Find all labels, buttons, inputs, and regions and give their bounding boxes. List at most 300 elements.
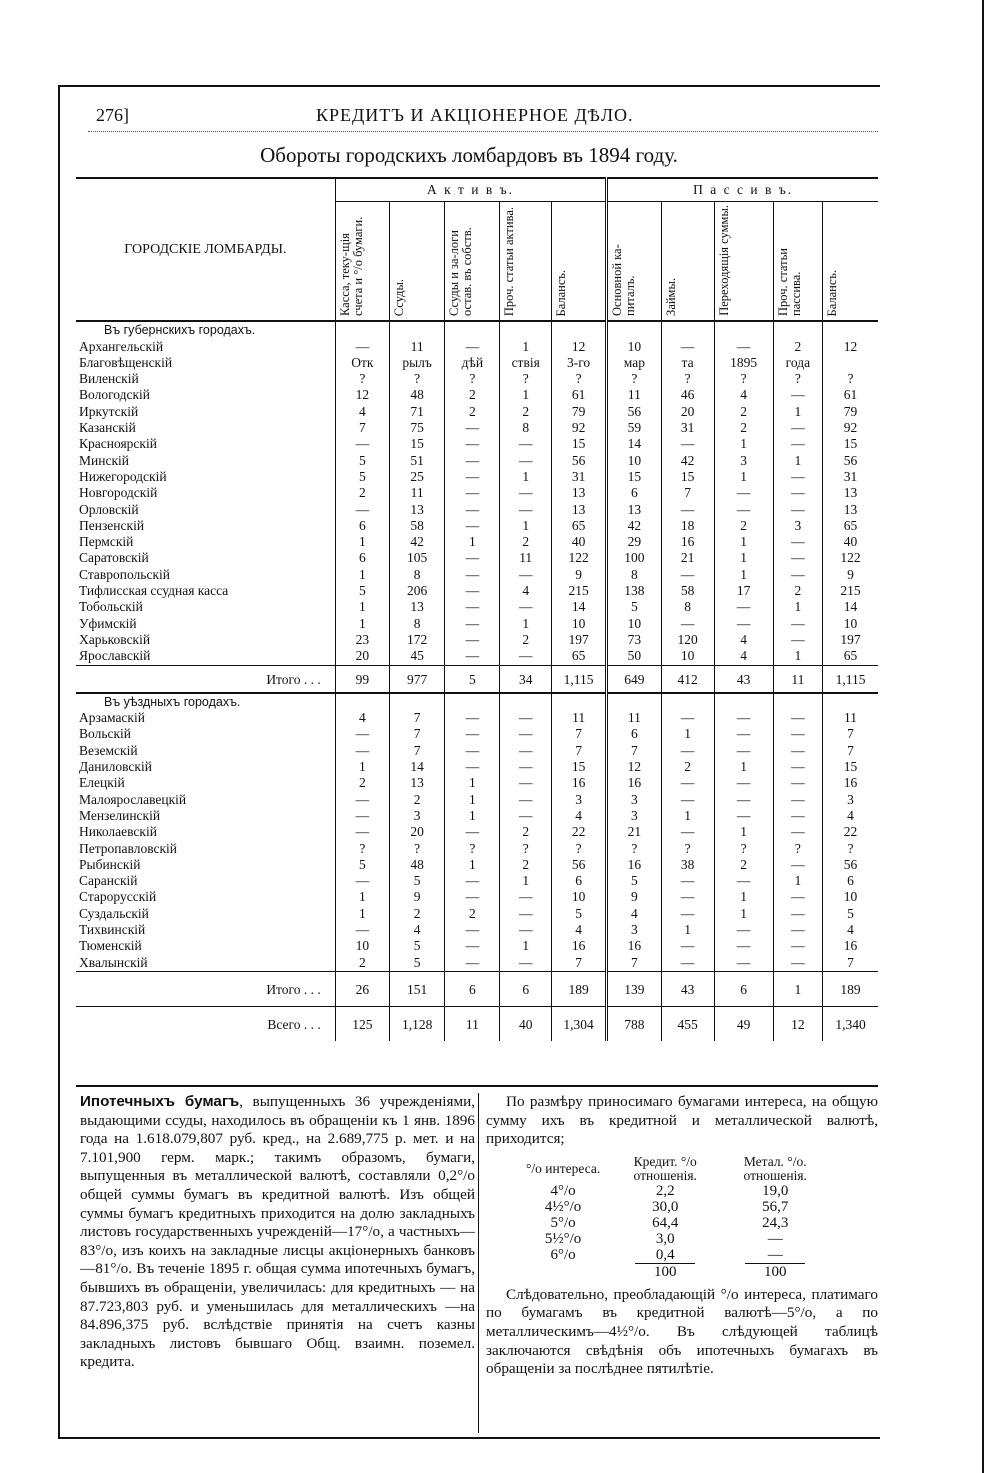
table-row — [76, 583, 878, 599]
column-header-label: Балансъ. — [553, 269, 568, 316]
cell: — — [773, 955, 822, 972]
cell: 1 — [445, 792, 500, 808]
cell: — — [661, 873, 714, 889]
cell: — — [445, 436, 500, 452]
cell: ? — [714, 371, 773, 387]
cell: 2 — [661, 759, 714, 775]
cell — [335, 321, 389, 338]
cell: 7 — [389, 726, 444, 742]
cell: — — [714, 502, 773, 518]
cell: 73 — [607, 632, 661, 648]
column-header — [823, 202, 878, 322]
cell: 2 — [335, 955, 389, 972]
cell: — — [661, 938, 714, 954]
cell: — — [500, 922, 551, 938]
table-row — [76, 775, 878, 791]
page-number: 276] — [96, 105, 129, 125]
cell: 14 — [551, 599, 606, 615]
table-row — [76, 485, 878, 501]
column-header — [551, 202, 606, 322]
rates-cell: 2,2 — [655, 1182, 675, 1199]
cell: — — [500, 710, 551, 726]
cell — [551, 693, 606, 710]
cell: 59 — [607, 420, 661, 436]
cell: 13 — [607, 502, 661, 518]
cell: 20 — [335, 648, 389, 665]
column-header — [500, 202, 551, 322]
cell: 2 — [773, 583, 822, 599]
cell: 38 — [661, 857, 714, 873]
cell: — — [714, 922, 773, 938]
cell: ? — [607, 841, 661, 857]
cell: 197 — [551, 632, 606, 648]
cell: 3 — [551, 792, 606, 808]
cell: 412 — [661, 665, 714, 693]
cell: 65 — [551, 648, 606, 665]
table-row — [76, 518, 878, 534]
total-row — [76, 665, 878, 693]
table-row — [76, 955, 878, 972]
group-passive: П а с с и в ъ. — [607, 178, 878, 202]
lead-term: Ипотечныхъ бумагъ — [80, 1093, 240, 1110]
table-row — [76, 420, 878, 436]
row-name: Саратовскій — [79, 550, 149, 566]
rates-cell: 4°/о — [550, 1182, 576, 1199]
cell: 5 — [335, 583, 389, 599]
cell — [500, 693, 551, 710]
cell: 206 — [389, 583, 444, 599]
group-header-row — [76, 178, 878, 202]
cell: — — [445, 824, 500, 840]
cell: 1 — [335, 759, 389, 775]
cell: 197 — [823, 632, 878, 648]
cell — [445, 693, 500, 710]
cell: 14 — [607, 436, 661, 452]
rates-cell: — — [767, 1246, 783, 1263]
cell: 10 — [551, 889, 606, 905]
rates-cell: 64,4 — [652, 1214, 679, 1231]
row-name: Нижегородскій — [79, 468, 167, 484]
cell: ? — [661, 841, 714, 857]
table-row — [76, 436, 878, 452]
frame-top-rule — [58, 85, 880, 87]
cell: — — [661, 824, 714, 840]
cell — [607, 321, 661, 338]
cell: 7 — [551, 726, 606, 742]
section-title-row — [76, 693, 878, 710]
rates-cell: 30,0 — [652, 1198, 679, 1215]
cell: 8 — [661, 599, 714, 615]
cell: 100 — [607, 550, 661, 566]
cell: — — [335, 743, 389, 759]
cell: — — [661, 775, 714, 791]
row-name: Новгородскій — [79, 485, 158, 501]
cell: 4 — [607, 906, 661, 922]
cell: — — [714, 726, 773, 742]
cell: — — [661, 743, 714, 759]
text-section — [76, 1085, 878, 1433]
row-name: Орловскій — [79, 501, 139, 517]
cell: 1 — [445, 534, 500, 550]
table-row — [76, 824, 878, 840]
column-header-label: Займы. — [663, 278, 678, 316]
cell: 43 — [661, 971, 714, 1006]
table-row — [76, 550, 878, 566]
cell: 10 — [823, 889, 878, 905]
cell: 2 — [389, 792, 444, 808]
cell: 42 — [389, 534, 444, 550]
section-title: Въ губернскихъ городахъ. — [76, 321, 335, 338]
cell: 92 — [551, 420, 606, 436]
cell: — — [773, 922, 822, 938]
rates-row — [516, 1231, 830, 1247]
column-header-label: Касса, теку-щія счета и °/о бумаги. — [337, 216, 365, 316]
cell: 1 — [335, 616, 389, 632]
cell: 6 — [500, 971, 551, 1006]
cell: 6 — [551, 873, 606, 889]
cell: — — [445, 550, 500, 566]
cell: — — [445, 648, 500, 665]
cell: — — [445, 469, 500, 485]
cell: — — [445, 502, 500, 518]
cell: 139 — [607, 971, 661, 1006]
right-intro: По размѣру приносимаго бумагами интереса, на общую сумму ихъ въ кредитной и металлической валютѣ, приходится; — [486, 1093, 878, 1148]
cell: — — [773, 824, 822, 840]
cell: 8 — [500, 420, 551, 436]
cell: — — [714, 792, 773, 808]
cell: 2 — [389, 906, 444, 922]
row-name: Даниловскій — [79, 759, 152, 775]
cell: ? — [389, 841, 444, 857]
row-name: Вольскій — [79, 726, 131, 742]
cell: 3 — [714, 453, 773, 469]
cell: 12 — [773, 1007, 822, 1042]
cell: 3 — [823, 792, 878, 808]
cell: 7 — [607, 955, 661, 972]
frame-left-rule — [58, 85, 60, 1437]
cell: та — [661, 355, 714, 371]
cell: 189 — [551, 971, 606, 1006]
cell: 16 — [823, 775, 878, 791]
cell: 4 — [714, 387, 773, 403]
cell: — — [773, 616, 822, 632]
cell: 1 — [335, 906, 389, 922]
rates-cell: 19,0 — [762, 1182, 789, 1199]
table-row — [76, 616, 878, 632]
row-name: Благовѣщенскій — [79, 354, 173, 370]
table-row — [76, 792, 878, 808]
cell: 2 — [500, 632, 551, 648]
cell: — — [773, 387, 822, 403]
cell: 4 — [714, 632, 773, 648]
cell: — — [335, 922, 389, 938]
cell: 5 — [389, 873, 444, 889]
table-row — [76, 632, 878, 648]
cell: 26 — [335, 971, 389, 1006]
table-row — [76, 743, 878, 759]
cell: 1 — [661, 922, 714, 938]
rates-header: Кредит. °/о отношенія. — [633, 1153, 697, 1183]
cell: — — [500, 906, 551, 922]
cell: 7 — [551, 955, 606, 972]
cell: 1,304 — [551, 1007, 606, 1042]
cell: — — [445, 583, 500, 599]
rates-cell: 24,3 — [762, 1214, 789, 1231]
cell: — — [445, 518, 500, 534]
cell: 16 — [551, 775, 606, 791]
column-header — [445, 202, 500, 322]
cell — [823, 321, 878, 338]
cell: ? — [445, 371, 500, 387]
cell: 1 — [714, 889, 773, 905]
cell: — — [714, 955, 773, 972]
cell: 12 — [335, 387, 389, 403]
cell: 10 — [823, 616, 878, 632]
row-name: Тюменскій — [79, 938, 142, 954]
cell: — — [773, 938, 822, 954]
cell: 15 — [823, 759, 878, 775]
table-row — [76, 857, 878, 873]
cell: 16 — [607, 775, 661, 791]
cell: 4 — [335, 710, 389, 726]
cell: ? — [823, 841, 878, 857]
cell: — — [500, 955, 551, 972]
cell: — — [714, 710, 773, 726]
cell: 7 — [389, 743, 444, 759]
cell: 1 — [773, 873, 822, 889]
table-row — [76, 922, 878, 938]
column-header — [714, 202, 773, 322]
cell: 29 — [607, 534, 661, 550]
cell: 1 — [773, 971, 822, 1006]
cell: 58 — [661, 583, 714, 599]
cell: — — [445, 889, 500, 905]
cell: 1 — [714, 759, 773, 775]
cell: 79 — [823, 404, 878, 420]
row-name: Виленскій — [79, 371, 139, 387]
cell: — — [445, 938, 500, 954]
cell: 6 — [714, 971, 773, 1006]
cell — [551, 321, 606, 338]
cell: — — [661, 889, 714, 905]
cell: — — [500, 485, 551, 501]
cell: 16 — [607, 857, 661, 873]
cell: 2 — [500, 824, 551, 840]
column-header — [661, 202, 714, 322]
cell: — — [335, 824, 389, 840]
cell: — — [445, 710, 500, 726]
cell: — — [445, 955, 500, 972]
row-name: Казанскій — [79, 420, 136, 436]
cell: 9 — [823, 567, 878, 583]
cell: 1 — [714, 906, 773, 922]
cell: 17 — [714, 583, 773, 599]
table-row — [76, 726, 878, 742]
cell: ? — [551, 841, 606, 857]
cell: 31 — [661, 420, 714, 436]
cell: 22 — [551, 824, 606, 840]
cell: 1 — [500, 387, 551, 403]
cell: ? — [551, 371, 606, 387]
rates-cell: 56,7 — [762, 1198, 789, 1215]
cell: 1 — [335, 534, 389, 550]
cell: 1 — [714, 824, 773, 840]
rates-row — [516, 1199, 830, 1215]
cell: 4 — [551, 922, 606, 938]
cell: — — [500, 808, 551, 824]
cell: 1,340 — [823, 1007, 878, 1042]
cell — [773, 693, 822, 710]
cell: 16 — [551, 938, 606, 954]
cell — [823, 355, 878, 371]
cell: 15 — [551, 759, 606, 775]
column-header-label: Ссуды. — [391, 278, 406, 316]
cell: 13 — [389, 599, 444, 615]
cell: 40 — [500, 1007, 551, 1042]
total-row — [76, 971, 878, 1006]
cell: — — [714, 599, 773, 615]
cell: 7 — [823, 955, 878, 972]
cell: 15 — [551, 436, 606, 452]
cell: — — [445, 759, 500, 775]
cell: 42 — [607, 518, 661, 534]
cell: 3 — [607, 922, 661, 938]
cell: 31 — [823, 469, 878, 485]
cell: — — [773, 808, 822, 824]
cell: 1 — [714, 550, 773, 566]
cell: 75 — [389, 420, 444, 436]
running-header — [76, 105, 876, 129]
rates-cell: — — [767, 1230, 783, 1247]
cell: 189 — [823, 971, 878, 1006]
cell: 21 — [661, 550, 714, 566]
cell: 42 — [661, 453, 714, 469]
cell: — — [773, 710, 822, 726]
cell: 31 — [551, 469, 606, 485]
cell: 10 — [607, 339, 661, 355]
row-name: Хвалынскій — [79, 954, 148, 970]
cell: — — [661, 906, 714, 922]
cell: 92 — [823, 420, 878, 436]
cell: — — [500, 502, 551, 518]
table-row — [76, 567, 878, 583]
cell: — — [773, 792, 822, 808]
cell: 7 — [389, 710, 444, 726]
table-row — [76, 873, 878, 889]
rates-cell: 6°/о — [550, 1246, 576, 1263]
cell: 56 — [823, 453, 878, 469]
cell: 5 — [607, 873, 661, 889]
cell: — — [773, 889, 822, 905]
cell: 15 — [389, 436, 444, 452]
cell: 4 — [823, 922, 878, 938]
cell: 56 — [551, 857, 606, 873]
cell: 58 — [389, 518, 444, 534]
cell: 11 — [607, 387, 661, 403]
rates-body — [516, 1183, 830, 1263]
cell — [389, 321, 444, 338]
table-row — [76, 387, 878, 403]
cell: 43 — [714, 665, 773, 693]
cell: 2 — [445, 906, 500, 922]
cell: 11 — [389, 339, 444, 355]
cell: — — [661, 339, 714, 355]
cell: 1 — [335, 889, 389, 905]
cell: 11 — [500, 550, 551, 566]
rates-header: °/о интереса. — [526, 1160, 601, 1176]
cell: 1 — [500, 518, 551, 534]
cell: — — [335, 726, 389, 742]
cell — [335, 693, 389, 710]
cell: 40 — [823, 534, 878, 550]
cell — [661, 321, 714, 338]
cell: 2 — [500, 404, 551, 420]
cell: — — [773, 534, 822, 550]
table-row — [76, 404, 878, 420]
row-name: Ставропольскій — [79, 566, 170, 582]
cell: 11 — [823, 710, 878, 726]
cell: 5 — [445, 665, 500, 693]
cell: 10 — [551, 616, 606, 632]
cell: 2 — [445, 387, 500, 403]
cell: 10 — [607, 616, 661, 632]
cell — [389, 693, 444, 710]
cell: 15 — [661, 469, 714, 485]
cell: 48 — [389, 387, 444, 403]
cell: — — [335, 436, 389, 452]
cell: 51 — [389, 453, 444, 469]
page-edge-line — [982, 0, 984, 1473]
cell: 5 — [551, 906, 606, 922]
cell: 5 — [389, 955, 444, 972]
cell: года — [773, 355, 822, 371]
cell: 79 — [551, 404, 606, 420]
cell: — — [773, 469, 822, 485]
section-title-row — [76, 321, 878, 338]
cell: 1 — [773, 648, 822, 665]
cell: 21 — [607, 824, 661, 840]
cell: дѣй — [445, 355, 500, 371]
cell: — — [661, 502, 714, 518]
cell: — — [773, 775, 822, 791]
rates-cell: 4½°/о — [544, 1198, 582, 1215]
cell — [714, 321, 773, 338]
cell: 18 — [661, 518, 714, 534]
cell: 2 — [445, 404, 500, 420]
cell: ? — [500, 371, 551, 387]
cell: 7 — [661, 485, 714, 501]
cell: — — [714, 938, 773, 954]
table-row — [76, 534, 878, 550]
cell: 3-го — [551, 355, 606, 371]
cell: 1 — [500, 616, 551, 632]
cell: 6 — [607, 485, 661, 501]
cell: — — [714, 616, 773, 632]
cell: 12 — [551, 339, 606, 355]
cell — [661, 693, 714, 710]
cell: 20 — [389, 824, 444, 840]
cell: 25 — [389, 469, 444, 485]
cell: 4 — [389, 922, 444, 938]
cell: 122 — [823, 550, 878, 566]
column-header — [335, 202, 389, 322]
cell — [773, 321, 822, 338]
row-name: Тихвинскій — [79, 921, 146, 937]
cell: 12 — [823, 339, 878, 355]
cell: 2 — [500, 534, 551, 550]
cell: — — [445, 567, 500, 583]
cell: 5 — [335, 857, 389, 873]
